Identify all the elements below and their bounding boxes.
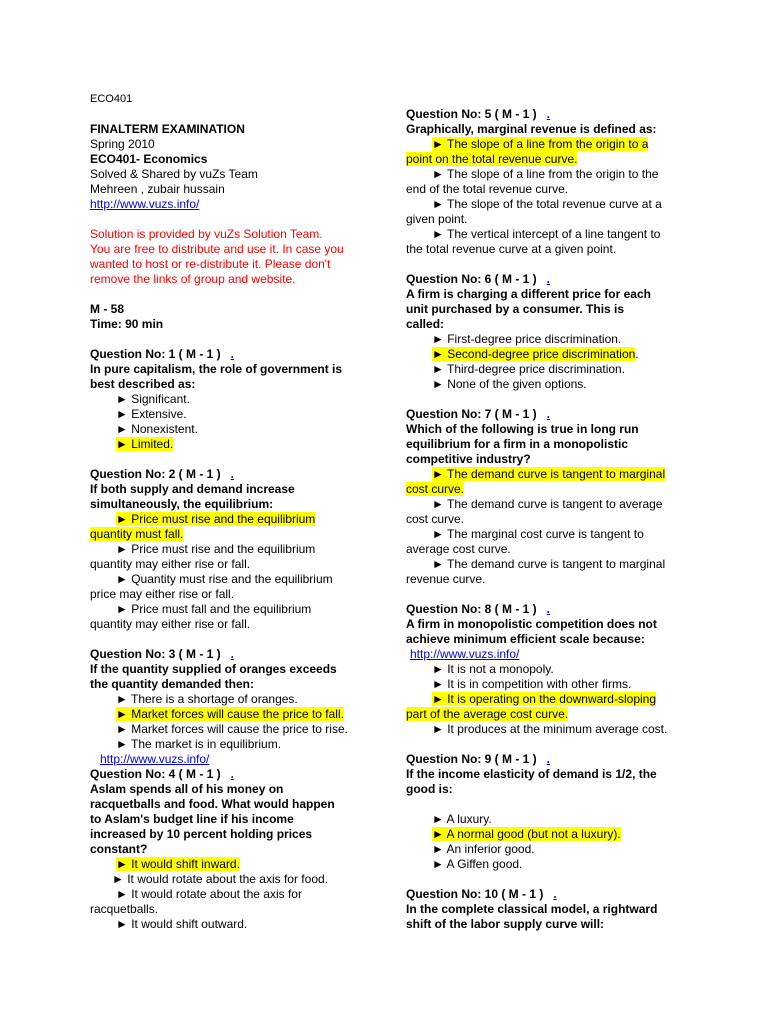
question-1-option-2: ► Extensive. <box>116 407 187 421</box>
question-8-answer: ► It is operating on the downward-sloping <box>432 692 657 706</box>
anchor-dot[interactable]: . <box>546 272 551 286</box>
anchor-dot[interactable]: . <box>553 887 557 901</box>
anchor-dot[interactable]: . <box>546 407 551 421</box>
question-7-stem: competitive industry? <box>406 452 531 466</box>
question-9-answer: ► A normal good (but not a luxury). <box>432 827 621 841</box>
question-7-stem: Which of the following is true in long run <box>406 422 639 436</box>
question-7-option-2: cost curve. <box>406 512 465 526</box>
question-1-answer: ► Limited. <box>116 437 174 451</box>
right-column <box>406 107 678 932</box>
question-5-option-4: the total revenue curve at a given point. <box>406 242 617 256</box>
question-5-option-2: end of the total revenue curve. <box>406 182 569 196</box>
question-9-option-3: ► An inferior good. <box>432 842 535 856</box>
question-3-heading: Question No: 3 ( M - 1 ) . <box>90 647 235 661</box>
question-2-stem: simultaneously, the equilibrium: <box>90 497 274 511</box>
total-marks: M - 58 <box>90 302 125 316</box>
anchor-dot[interactable]: . <box>546 602 551 616</box>
question-7-option-4: ► The demand curve is tangent to marginal <box>432 557 666 571</box>
question-6-answer-period: . <box>635 347 639 361</box>
question-3-answer: ► Market forces will cause the price to fall. <box>116 707 344 721</box>
question-2-answer: ► Price must rise and the equilibrium <box>116 512 316 526</box>
question-9-stem: If the income elasticity of demand is 1/2, the <box>406 767 657 781</box>
question-8-option-2: ► It is in competition with other firms. <box>432 677 632 691</box>
notice-line-1: Solution is provided by vuZs Solution Team. <box>90 227 323 241</box>
question-2-option-3: price may either rise or fall. <box>90 587 235 601</box>
question-2-option-4: ► Price must fall and the equilibrium <box>116 602 312 616</box>
question-9-heading: Question No: 9 ( M - 1 ) . <box>406 752 551 766</box>
question-8-stem: achieve minimum efficient scale because: <box>406 632 645 646</box>
course-code: ECO401 <box>90 93 133 105</box>
shared-by: Solved & Shared by vuZs Team <box>90 167 258 181</box>
exam-term: Spring 2010 <box>90 137 155 151</box>
site-link[interactable]: http://www.vuzs.info/ <box>100 752 210 766</box>
question-8-stem: A firm in monopolistic competition does not <box>406 617 657 631</box>
question-4-answer: ► It would shift inward. <box>116 857 240 871</box>
question-5-option-3: given point. <box>406 212 468 226</box>
left-column <box>90 92 370 932</box>
question-4-option-2: ► It would rotate about the axis for food. <box>112 872 328 886</box>
question-5-option-4: ► The vertical intercept of a line tangent to <box>432 227 661 241</box>
question-2-option-4: quantity may either rise or fall. <box>90 617 251 631</box>
authors: Mehreen , zubair hussain <box>90 182 225 196</box>
question-7-answer: ► The demand curve is tangent to marginal <box>432 467 666 481</box>
question-6-stem: unit purchased by a consumer. This is <box>406 302 625 316</box>
question-3-option-1: ► There is a shortage of oranges. <box>116 692 298 706</box>
question-6-option-4: ► None of the given options. <box>432 377 587 391</box>
question-5-option-3: ► The slope of the total revenue curve at a <box>432 197 662 211</box>
question-6-heading: Question No: 6 ( M - 1 ) . <box>406 272 551 286</box>
question-7-option-3: average cost curve. <box>406 542 511 556</box>
question-7-heading: Question No: 7 ( M - 1 ) . <box>406 407 551 421</box>
notice-line-2: You are free to distribute and use it. In case you <box>90 242 344 256</box>
anchor-dot[interactable]: . <box>230 347 235 361</box>
site-link[interactable]: http://www.vuzs.info/ <box>410 647 520 661</box>
question-3-stem: If the quantity supplied of oranges exceeds <box>90 662 337 676</box>
question-5-stem: Graphically, marginal revenue is defined as: <box>406 122 657 136</box>
question-5-answer: point on the total revenue curve. <box>406 152 578 166</box>
question-3-option-3: ► Market forces will cause the price to rise. <box>116 722 348 736</box>
question-6-stem: called: <box>406 317 445 331</box>
question-3-option-4: ► The market is in equilibrium. <box>116 737 282 751</box>
question-8-option-4: ► It produces at the minimum average cost. <box>432 722 668 736</box>
notice-line-3: wanted to host or re-distribute it. Please don't <box>90 257 331 271</box>
question-7-stem: equilibrium for a firm in a monopolistic <box>406 437 629 451</box>
question-7-answer: cost curve. <box>406 482 465 496</box>
notice-line-4: remove the links of group and website. <box>90 272 296 286</box>
question-8-option-1: ► It is not a monopoly. <box>432 662 554 676</box>
question-4-option-3: racquetballs. <box>90 902 159 916</box>
time-limit: Time: 90 min <box>90 317 164 331</box>
question-1-option-3: ► Nonexistent. <box>116 422 198 436</box>
question-4-stem: racquetballs and food. What would happen <box>90 797 335 811</box>
question-1-stem: In pure capitalism, the role of government is <box>90 362 343 376</box>
question-10-stem: shift of the labor supply curve will: <box>406 917 605 931</box>
course-title: ECO401- Economics <box>90 152 208 166</box>
question-2-answer: quantity must fall. <box>90 527 184 541</box>
question-6-option-1: ► First-degree price discrimination. <box>432 332 622 346</box>
anchor-dot[interactable]: . <box>230 647 235 661</box>
question-6-option-3: ► Third-degree price discrimination. <box>432 362 626 376</box>
question-3-stem: the quantity demanded then: <box>90 677 255 691</box>
question-2-option-3: ► Quantity must rise and the equilibrium <box>116 572 333 586</box>
anchor-dot[interactable]: . <box>230 767 235 781</box>
question-9-stem: good is: <box>406 782 453 796</box>
question-4-option-3: ► It would rotate about the axis for <box>116 887 302 901</box>
question-1-heading: Question No: 1 ( M - 1 ) . <box>90 347 235 361</box>
question-4-stem: Aslam spends all of his money on <box>90 782 284 796</box>
question-1-option-1: ► Significant. <box>116 392 190 406</box>
header-link[interactable]: http://www.vuzs.info/ <box>90 197 200 211</box>
question-1-stem: best described as: <box>90 377 196 391</box>
question-4-stem: increased by 10 percent holding prices <box>90 827 313 841</box>
question-7-option-2: ► The demand curve is tangent to average <box>432 497 663 511</box>
question-4-heading: Question No: 4 ( M - 1 ) . <box>90 767 235 781</box>
question-2-option-2: ► Price must rise and the equilibrium <box>116 542 316 556</box>
question-5-heading: Question No: 5 ( M - 1 ) . <box>406 107 551 121</box>
question-2-option-2: quantity may either rise or fall. <box>90 557 251 571</box>
exam-title: FINALTERM EXAMINATION <box>90 122 245 136</box>
question-8-heading: Question No: 8 ( M - 1 ) . <box>406 602 551 616</box>
question-7-option-3: ► The marginal cost curve is tangent to <box>432 527 644 541</box>
anchor-dot[interactable]: . <box>230 467 235 481</box>
question-2-heading: Question No: 2 ( M - 1 ) . <box>90 467 235 481</box>
question-2-stem: If both supply and demand increase <box>90 482 295 496</box>
question-4-stem: constant? <box>90 842 148 856</box>
anchor-dot[interactable]: . <box>546 107 551 121</box>
question-4-stem: to Aslam's budget line if his income <box>90 812 294 826</box>
question-10-stem: In the complete classical model, a rightward <box>406 902 658 916</box>
question-6-answer: ► Second-degree price discrimination <box>432 347 636 361</box>
question-5-option-2: ► The slope of a line from the origin to the <box>432 167 659 181</box>
question-9-option-1: ► A luxury. <box>432 812 492 826</box>
question-6-stem: A firm is charging a different price for each <box>406 287 651 301</box>
anchor-dot[interactable]: . <box>546 752 551 766</box>
question-10-heading: Question No: 10 ( M - 1 ) . <box>406 887 557 901</box>
question-7-option-4: revenue curve. <box>406 572 486 586</box>
question-9-option-4: ► A Giffen good. <box>432 857 523 871</box>
question-4-option-4: ► It would shift outward. <box>116 917 248 931</box>
question-5-answer: ► The slope of a line from the origin to a <box>432 137 649 151</box>
question-8-answer: part of the average cost curve. <box>406 707 569 721</box>
